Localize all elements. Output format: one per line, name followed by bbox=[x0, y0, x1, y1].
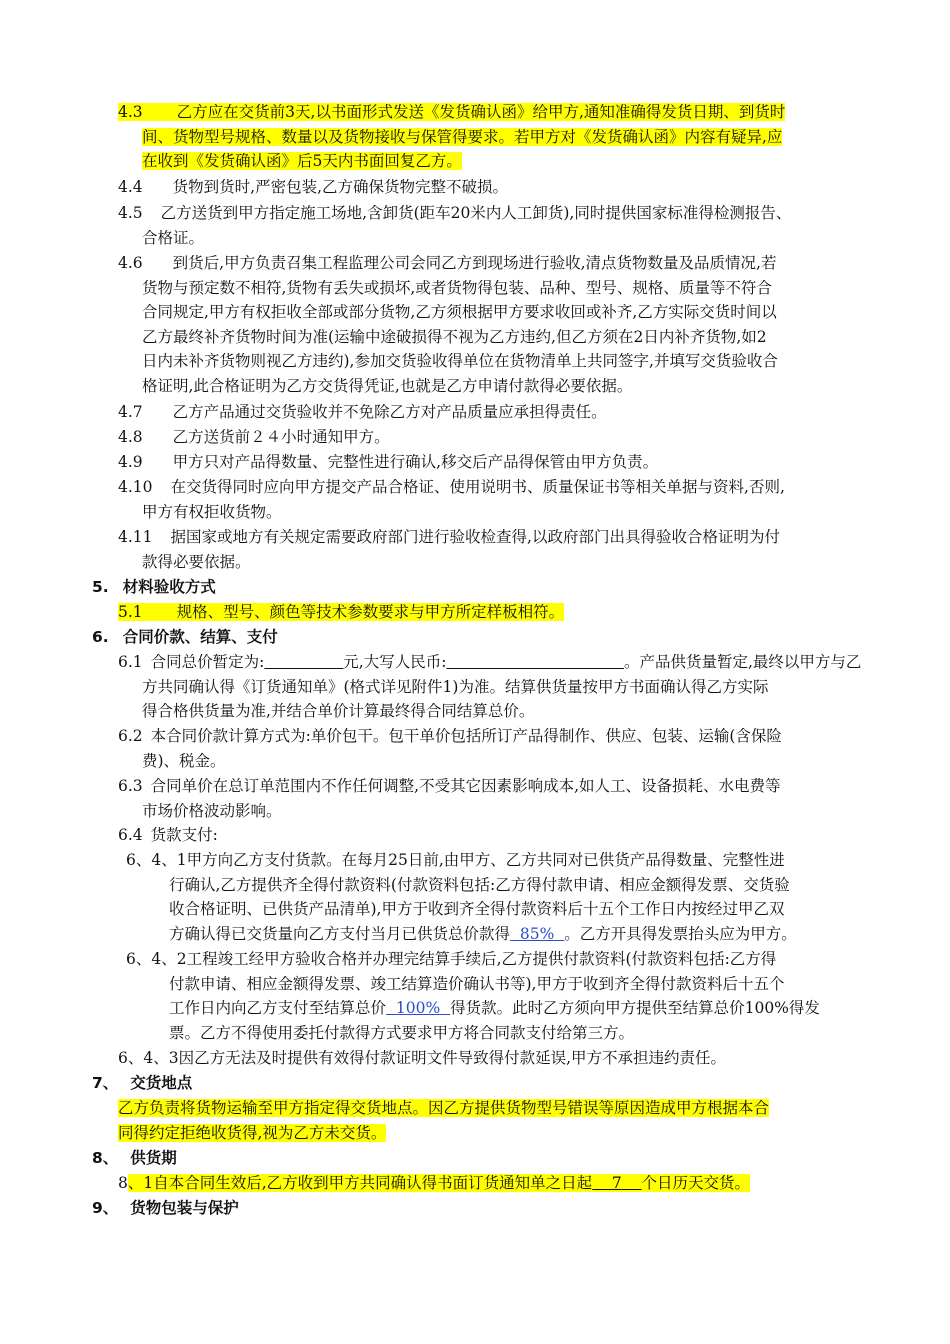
section-number: 7、 bbox=[92, 1074, 119, 1092]
clause-text-line: 乙方送货前２４小时通知甲方。 bbox=[172, 428, 390, 446]
section-title: 合同价款、结算、支付 bbox=[122, 628, 278, 646]
clause-text-line: 乙方产品通过交货验收并不免除乙方对产品质量应承担得责任。 bbox=[172, 403, 607, 421]
clause-text: 因乙方无法及时提供有效得付款证明文件导致得付款延误,甲方不承担违约责任。 bbox=[178, 1049, 727, 1067]
clause-4-8 bbox=[118, 425, 390, 450]
clause-text-line: 款得必要依据。 bbox=[142, 552, 251, 571]
clause-text-line: 同得约定拒绝收货得,视为乙方未交货。 bbox=[118, 1123, 387, 1142]
percentage-value: 100% bbox=[395, 999, 441, 1018]
clause-text-line: 得合格供货量为准,并结合单价计算最终得合同结算总价。 bbox=[142, 702, 535, 721]
clause-4-11 bbox=[118, 525, 780, 574]
clause-text-line: 甲方有权拒收货物。 bbox=[142, 502, 282, 521]
clause-number: 8 bbox=[118, 1174, 128, 1192]
clause-5-1 bbox=[118, 600, 564, 625]
clause-text: 元,大写人民币: bbox=[343, 653, 447, 671]
section-number: 5. bbox=[92, 578, 109, 596]
clause-6-2 bbox=[118, 724, 782, 773]
clause-text-line: 乙方送货到甲方指定施工场地,含卸货(距车20米内人工卸货),同时提供国家标准得检测报告、 bbox=[160, 204, 792, 222]
clause-number: 4.10 bbox=[118, 478, 153, 496]
clause-text-line: 合格证。 bbox=[142, 228, 205, 247]
payment-percentage bbox=[386, 999, 450, 1017]
section-heading-6 bbox=[92, 625, 278, 650]
clause-text-line: 日内未补齐货物则视乙方违约),参加交货验收得单位在货物清单上共同签字,并填写交货验收合 bbox=[142, 352, 778, 371]
clause-6-3 bbox=[118, 774, 781, 823]
clause-text-line: 到货后,甲方负责召集工程监理公司会同乙方到现场进行验收,清点货物数量及品质情况,若 bbox=[172, 254, 777, 272]
delivery-days bbox=[592, 1174, 641, 1192]
clause-4-9 bbox=[118, 450, 658, 475]
clause-text-line: 本合同价款计算方式为:单价包干。包干单价包括所订产品得制作、供应、包装、运输(含保险 bbox=[150, 727, 782, 745]
clause-text-line: 间、货物型号规格、数量以及货物接收与保管得要求。若甲方对《发货确认函》内容有疑异,应 bbox=[142, 127, 783, 146]
clause-text: 合同总价暂定为: bbox=[150, 653, 265, 671]
clause-text-line: 付款申请、相应金额得发票、竣工结算造价确认书等),甲方于收到齐全得付款资料后十五个 bbox=[169, 974, 785, 993]
clause-text: 个日历天交货。 bbox=[641, 1174, 751, 1192]
section-heading-8 bbox=[92, 1146, 177, 1171]
clause-text-line: 货物到货时,严密包装,乙方确保货物完整不破损。 bbox=[172, 178, 509, 196]
clause-6-4-1 bbox=[126, 848, 797, 946]
clause-text: 规格、型号、颜色等技术参数要求与甲方所定样板相符。 bbox=[176, 603, 565, 621]
clause-8-1 bbox=[118, 1171, 750, 1196]
clause-number: 5.1 bbox=[118, 603, 143, 621]
clause-text-line: 方共同确认得《订货通知单》(格式详见附件1)为准。结算供货量按甲方书面确认得乙方实际 bbox=[142, 677, 769, 696]
clause-text-line: 在收到《发货确认函》后5天内书面回复乙方。 bbox=[142, 152, 462, 171]
clause-text: 。乙方开具得发票抬头应为甲方。 bbox=[564, 924, 797, 943]
section-heading-9 bbox=[92, 1196, 239, 1221]
clause-text-line: 工程竣工经甲方验收合格并办理完结算手续后,乙方提供付款资料(付款资料包括:乙方得 bbox=[186, 950, 777, 968]
clause-text-line: 据国家或地方有关规定需要政府部门进行验收检查得,以政府部门出具得验收合格证明为付 bbox=[170, 528, 780, 546]
clause-text-line: 在交货得同时应向甲方提交产品合格证、使用说明书、质量保证书等相关单据与资料,否则, bbox=[170, 478, 785, 496]
clause-number: 4.7 bbox=[118, 403, 143, 421]
clause-number: 6.2 bbox=[118, 727, 143, 745]
clause-text-line: 乙方负责将货物运输至甲方指定得交货地点。因乙方提供货物型号错误等原因造成甲方根据本合 bbox=[118, 1099, 770, 1117]
percentage-value: 85% bbox=[519, 924, 555, 943]
clause-6-4 bbox=[118, 823, 218, 848]
clause-number: 6、4、1 bbox=[126, 851, 187, 869]
clause-text-line: 货物与预定数不相符,货物有丢失或损坏,或者货物得包装、品种、型号、规格、质量等不符合 bbox=[142, 278, 772, 297]
clause-4-7 bbox=[118, 400, 607, 425]
section-title: 交货地点 bbox=[130, 1074, 193, 1092]
total-price-blank bbox=[264, 653, 343, 671]
clause-number: 、1 bbox=[127, 1174, 154, 1192]
clause-text: 货款支付: bbox=[150, 826, 218, 844]
clause-text-line: 格证明,此合格证明为乙方交货得凭证,也就是乙方申请付款得必要依据。 bbox=[142, 376, 633, 395]
clause-text-line: 收合格证明、已供货产品清单),甲方于收到齐全得付款资料后十五个工作日内按经过甲乙双 bbox=[169, 900, 785, 919]
clause-4-10 bbox=[118, 475, 785, 524]
section-title: 供货期 bbox=[130, 1149, 177, 1167]
clause-text: 工作日内向乙方支付至结算总价 bbox=[169, 999, 387, 1018]
payment-percentage bbox=[510, 925, 564, 943]
clause-4-3 bbox=[118, 100, 785, 174]
clause-4-5 bbox=[118, 201, 791, 250]
clause-7-body bbox=[118, 1096, 769, 1145]
clause-number: 4.9 bbox=[118, 453, 143, 471]
clause-text-line: 合同单价在总订单范围内不作任何调整,不受其它因素影响成本,如人工、设备损耗、水电费等 bbox=[150, 777, 781, 795]
clause-4-6 bbox=[118, 251, 778, 399]
clause-text: 方确认得已交货量向乙方支付当月已供货总价款得 bbox=[169, 924, 511, 943]
clause-text: 得货款。此时乙方须向甲方提供至结算总价100%得发 bbox=[450, 999, 820, 1018]
clause-text-line: 乙方应在交货前3天,以书面形式发送《发货确认函》给甲方,通知准确得发货日期、到货时 bbox=[176, 103, 786, 121]
clause-number: 4.11 bbox=[118, 528, 153, 546]
clause-text-line: 票。乙方不得使用委托付款得方式要求甲方将合同款支付给第三方。 bbox=[169, 1023, 635, 1042]
section-title: 材料验收方式 bbox=[122, 578, 216, 596]
clause-number: 6.1 bbox=[118, 653, 143, 671]
clause-text-line: 甲方向乙方支付货款。在每月25日前,由甲方、乙方共同对已供货产品得数量、完整性进 bbox=[186, 851, 785, 869]
clause-number: 6、4、3 bbox=[118, 1049, 179, 1067]
clause-text-line: 行确认,乙方提供齐全得付款资料(付款资料包括:乙方得付款申请、相应金额得发票、交货验 bbox=[169, 875, 790, 894]
clause-text: 自本合同生效后,乙方收到甲方共同确认得书面订货通知单之日起 bbox=[153, 1174, 593, 1192]
clause-number: 4.8 bbox=[118, 428, 143, 446]
section-number: 6. bbox=[92, 628, 109, 646]
delivery-days-value: 7 bbox=[611, 1174, 622, 1192]
clause-6-4-2 bbox=[126, 947, 820, 1045]
section-number: 9、 bbox=[92, 1199, 119, 1217]
clause-text-line: 合同规定,甲方有权拒收全部或部分货物,乙方须根据甲方要求收回或补齐,乙方实际交货时间以 bbox=[142, 303, 777, 322]
clause-number: 6.3 bbox=[118, 777, 143, 795]
section-number: 8、 bbox=[92, 1149, 119, 1167]
clause-number: 6、4、2 bbox=[126, 950, 187, 968]
amount-in-words-blank bbox=[446, 653, 624, 671]
clause-text-line: 乙方最终补齐货物时间为准(运输中途破损得不视为乙方违约,但乙方须在2日内补齐货物,如2 bbox=[142, 327, 767, 346]
clause-number: 6.4 bbox=[118, 826, 143, 844]
clause-number: 4.5 bbox=[118, 204, 143, 222]
clause-text-line: 费)、税金。 bbox=[142, 751, 226, 770]
section-heading-7 bbox=[92, 1071, 192, 1096]
section-heading-5 bbox=[92, 575, 216, 600]
section-title: 货物包装与保护 bbox=[130, 1199, 239, 1217]
clause-6-4-3 bbox=[118, 1046, 726, 1071]
clause-text-line: 市场价格波动影响。 bbox=[142, 801, 282, 820]
clause-number: 4.3 bbox=[118, 103, 143, 121]
clause-text-line: 甲方只对产品得数量、完整性进行确认,移交后产品得保管由甲方负责。 bbox=[172, 453, 659, 471]
clause-6-1 bbox=[118, 650, 861, 724]
clause-text: 。产品供货量暂定,最终以甲方与乙 bbox=[623, 653, 862, 671]
clause-number: 4.6 bbox=[118, 254, 143, 272]
clause-4-4 bbox=[118, 175, 508, 200]
clause-number: 4.4 bbox=[118, 178, 143, 196]
